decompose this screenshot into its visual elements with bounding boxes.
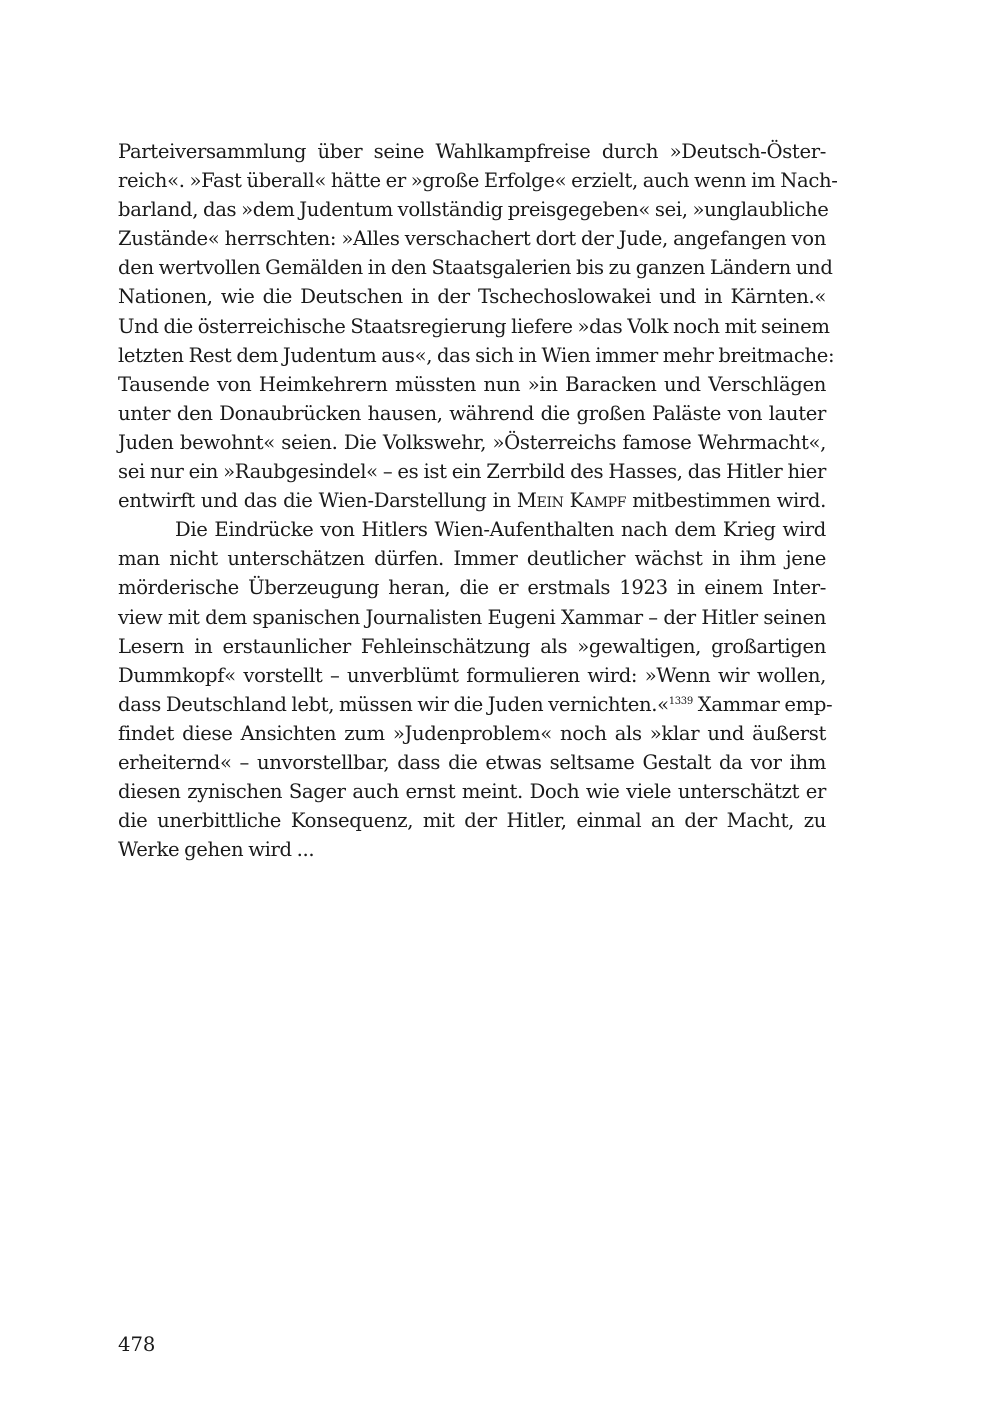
text-line: reich«. »Fast überall« hätte er »große Erfolge« erzielt, auch wenn im Nach- xyxy=(118,169,838,193)
body-text xyxy=(118,137,838,864)
text-line: Parteiversammlung über seine Wahlkampfreise durch »Deutsch-Öster- xyxy=(118,140,826,163)
text-line: mörderische Überzeugung heran, die er erstmals 1923 in einem Inter- xyxy=(118,576,826,600)
text-line: Werke gehen wird ... xyxy=(118,838,315,862)
text-line: Nationen, wie die Deutschen in der Tschechoslowakei und in Kärnten.« xyxy=(118,285,826,309)
book-title: Mein Kampf xyxy=(516,489,627,513)
text-segment: mitbestimmen wird. xyxy=(626,489,826,513)
text-line: Dummkopf« vorstellt – unverblümt formulieren wird: »Wenn wir wollen, xyxy=(118,663,826,687)
text-line: Und die österreichische Staatsregierung liefere »das Volk noch mit seinem xyxy=(118,314,830,338)
text-segment: dass Deutschland lebt, müssen wir die Juden vernichten.« xyxy=(118,692,669,716)
text-line: diesen zynischen Sager auch ernst meint. Doch wie viele unterschätzt er xyxy=(118,780,826,804)
text-line xyxy=(118,486,826,515)
footnote-reference: 1339 xyxy=(668,695,693,707)
text-line: Tausende von Heimkehrern müssten nun »in Baracken und Verschlägen xyxy=(118,372,826,396)
text-line: unter den Donaubrücken hausen, während die großen Paläste von lauter xyxy=(118,401,826,425)
text-line: findet diese Ansichten zum »Judenproblem« noch als »klar und äußerst xyxy=(118,721,826,745)
text-line: barland, das »dem Judentum vollständig preisgegeben« sei, »unglaubliche xyxy=(118,198,829,222)
text-line: den wertvollen Gemälden in den Staatsgalerien bis zu ganzen Ländern und xyxy=(118,256,833,280)
text-line: letzten Rest dem Judentum aus«, das sich in Wien immer mehr breitmache: xyxy=(118,343,835,367)
text-line: die unerbittliche Konsequenz, mit der Hitler, einmal an der Macht, zu xyxy=(118,809,826,833)
text-line: sei nur ein »Raubgesindel« – es ist ein Zerrbild des Hasses, das Hitler hier xyxy=(118,460,826,484)
text-line: Juden bewohnt« seien. Die Volkswehr, »Österreichs famose Wehrmacht«, xyxy=(118,430,826,454)
text-segment: entwirft und das die Wien-Darstellung in xyxy=(118,489,517,513)
text-line: view mit dem spanischen Journalisten Eugeni Xammar – der Hitler seinen xyxy=(118,605,826,629)
text-line: Lesern in erstaunlicher Fehleinschätzung als »gewaltigen, großartigen xyxy=(118,634,826,658)
text-line: man nicht unterschätzen dürfen. Immer deutlicher wächst in ihm jene xyxy=(118,547,826,571)
text-segment: Xammar emp- xyxy=(692,692,833,716)
page-number: 478 xyxy=(118,1333,156,1356)
text-line: erheiternd« – unvorstellbar, dass die etwas seltsame Gestalt da vor ihm xyxy=(118,750,826,774)
text-line: Die Eindrücke von Hitlers Wien-Aufenthalten nach dem Krieg wird xyxy=(175,518,826,542)
text-line xyxy=(118,690,833,719)
text-line: Zustände« herrschten: »Alles verschachert dort der Jude, angefangen von xyxy=(118,227,826,251)
